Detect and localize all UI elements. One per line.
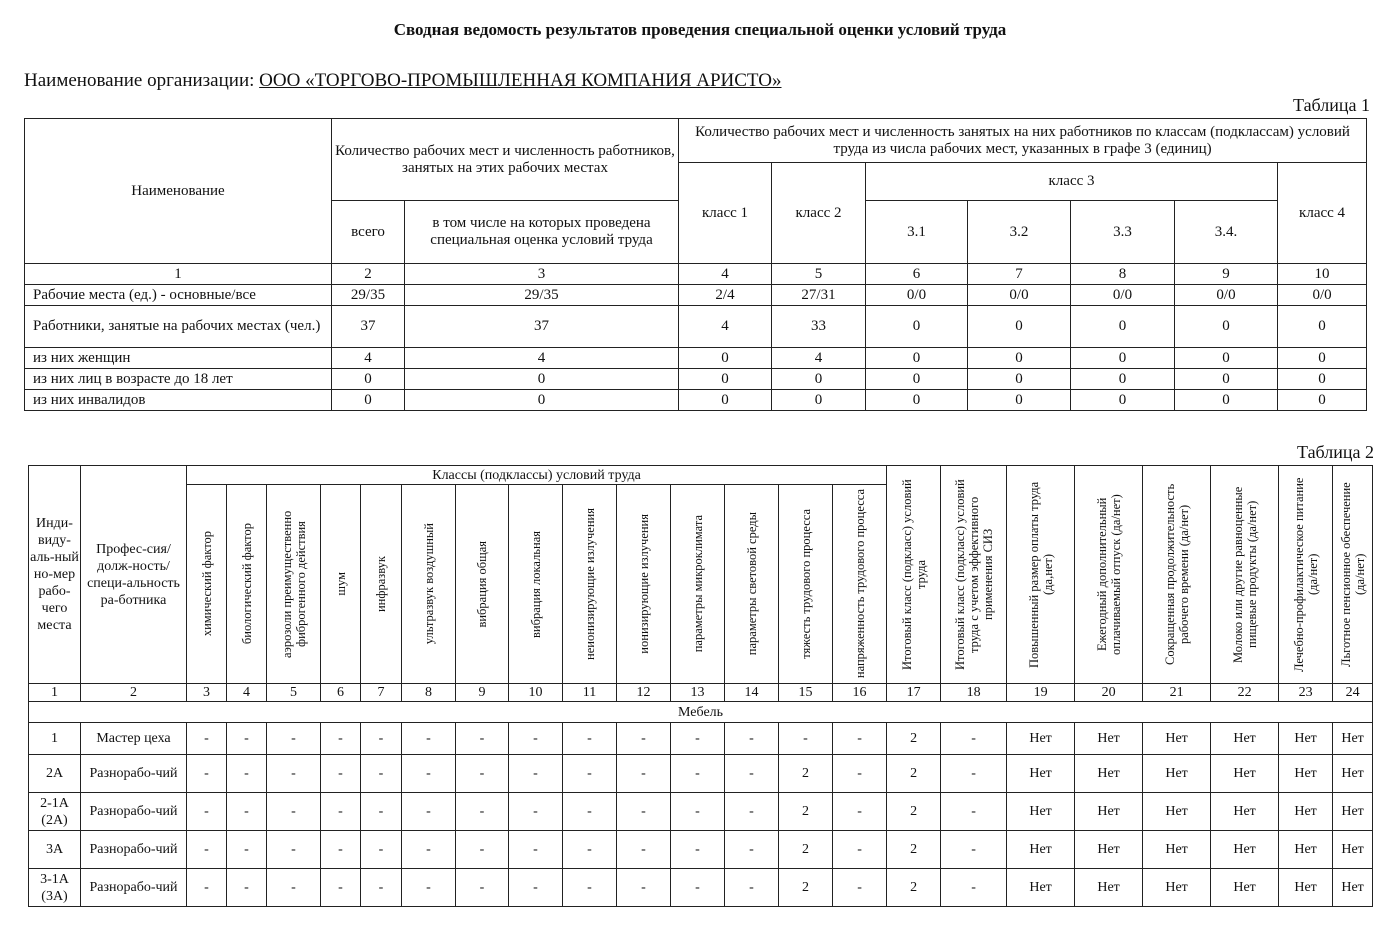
column-number: 22 [1211, 684, 1279, 702]
factor-text: параметры микроклимата [690, 515, 705, 653]
cell-value: - [361, 755, 402, 793]
workplaces-table [28, 465, 1373, 907]
table-row [25, 348, 1367, 369]
header-extra-18 [941, 466, 1007, 684]
cell-value: - [671, 869, 725, 907]
table-row [29, 723, 1373, 755]
document-title: Сводная ведомость результатов проведения специальной оценки условий труда [393, 20, 1007, 39]
cell-value: 2 [887, 831, 941, 869]
header-factor-13 [671, 485, 725, 684]
column-number: 23 [1279, 684, 1333, 702]
header-factor-12 [617, 485, 671, 684]
cell-value: - [402, 755, 456, 793]
cell-value: 2 [779, 755, 833, 793]
profession: Мастер цеха [81, 723, 187, 755]
cell-value: 2 [779, 869, 833, 907]
cell-value: Нет [1211, 755, 1279, 793]
cell-value: - [456, 831, 509, 869]
cell-value: 4 [772, 348, 866, 369]
cell-value: - [402, 831, 456, 869]
cell-value: Нет [1143, 869, 1211, 907]
cell-value: - [361, 723, 402, 755]
cell-value: - [321, 723, 361, 755]
cell-value: 0 [405, 369, 679, 390]
table-row [29, 755, 1373, 793]
header-factor-7 [361, 485, 402, 684]
header-sub-3-2: 3.2 [968, 201, 1071, 264]
cell-value: 0 [1071, 306, 1175, 348]
header-profession: Профес-сия/долж-ность/специ-альность ра-ботника [81, 466, 187, 684]
cell-value: 0 [679, 369, 772, 390]
factor-text: неионизирующие излучения [582, 508, 597, 660]
table-row [29, 831, 1373, 869]
cell-value: Нет [1333, 831, 1373, 869]
cell-value: Нет [1007, 831, 1075, 869]
cell-value: - [941, 793, 1007, 831]
header-total: всего [332, 201, 405, 264]
cell-value: 37 [405, 306, 679, 348]
column-number: 2 [332, 264, 405, 285]
factor-text: инфразвук [374, 555, 388, 612]
cell-value: 0 [968, 348, 1071, 369]
cell-value: - [563, 723, 617, 755]
cell-value: Нет [1143, 793, 1211, 831]
cell-value: 0/0 [1071, 285, 1175, 306]
factor-text: параметры световой среды [744, 512, 759, 656]
table-row [25, 369, 1367, 390]
profession: Разнорабо-чий [81, 869, 187, 907]
cell-value: - [509, 793, 563, 831]
factor-text: ультразвук воздушный [421, 523, 436, 645]
cell-value: 27/31 [772, 285, 866, 306]
header-factor-3 [187, 485, 227, 684]
header-factor-10 [509, 485, 563, 684]
cell-value: - [227, 831, 267, 869]
header-extra-21 [1143, 466, 1211, 684]
cell-value: 4 [332, 348, 405, 369]
factor-text: тяжесть трудового процесса [798, 509, 813, 659]
cell-value: 0 [1278, 306, 1367, 348]
summary-table [24, 118, 1367, 411]
cell-value: - [617, 793, 671, 831]
header-extra-20 [1075, 466, 1143, 684]
factor-text: напряженность трудового процесса [852, 489, 867, 679]
cell-value: Нет [1279, 755, 1333, 793]
header-class1: класс 1 [679, 163, 772, 264]
cell-value: Нет [1007, 723, 1075, 755]
cell-value: Нет [1075, 869, 1143, 907]
cell-value: - [321, 755, 361, 793]
cell-value: - [833, 755, 887, 793]
column-number: 14 [725, 684, 779, 702]
header-sub-3-1: 3.1 [866, 201, 968, 264]
cell-value: Нет [1143, 831, 1211, 869]
cell-value: - [187, 831, 227, 869]
row-label: из них женщин [25, 348, 332, 369]
header-sub-3-4: 3.4. [1175, 201, 1278, 264]
header-extra-19 [1007, 466, 1075, 684]
cell-value: 0 [332, 390, 405, 411]
column-number: 20 [1075, 684, 1143, 702]
cell-value: 0 [866, 390, 968, 411]
cell-value: - [725, 793, 779, 831]
column-number: 13 [671, 684, 725, 702]
cell-value: 0/0 [866, 285, 968, 306]
factor-text: аэрозоли преимущественно фиброгенного действия [279, 510, 308, 658]
cell-value: - [456, 723, 509, 755]
column-number: 9 [1175, 264, 1278, 285]
cell-value: Нет [1075, 723, 1143, 755]
cell-value: - [227, 793, 267, 831]
cell-value: 0 [1278, 369, 1367, 390]
header-classes: Классы (подклассы) условий труда [187, 466, 887, 485]
cell-value: - [321, 869, 361, 907]
header-extra-24 [1333, 466, 1373, 684]
cell-value: - [187, 755, 227, 793]
header-factor-14 [725, 485, 779, 684]
header-extra-17 [887, 466, 941, 684]
cell-value: Нет [1279, 793, 1333, 831]
cell-value: Нет [1007, 793, 1075, 831]
column-number: 12 [617, 684, 671, 702]
header-extra-text: Ежегодный дополнительный оплачиваемый отпуск (да/нет) [1094, 494, 1123, 655]
table2-label: Таблица 2 [1297, 442, 1374, 462]
column-number: 21 [1143, 684, 1211, 702]
header-factor-5 [267, 485, 321, 684]
cell-value: - [509, 831, 563, 869]
cell-value: 0 [866, 306, 968, 348]
cell-value: Нет [1211, 869, 1279, 907]
cell-value: Нет [1075, 831, 1143, 869]
cell-value: 0 [1175, 306, 1278, 348]
cell-value: Нет [1143, 723, 1211, 755]
column-number: 7 [968, 264, 1071, 285]
cell-value: - [725, 869, 779, 907]
cell-value: - [321, 793, 361, 831]
column-number: 4 [679, 264, 772, 285]
cell-value: - [833, 831, 887, 869]
cell-value: - [725, 831, 779, 869]
cell-value: 0 [772, 369, 866, 390]
column-number: 5 [267, 684, 321, 702]
cell-value: 33 [772, 306, 866, 348]
header-factor-11 [563, 485, 617, 684]
header-factor-15 [779, 485, 833, 684]
cell-value: - [509, 755, 563, 793]
cell-value: 0 [1071, 369, 1175, 390]
cell-value: 0 [1071, 390, 1175, 411]
cell-value: 0 [1175, 390, 1278, 411]
column-number: 18 [941, 684, 1007, 702]
column-number: 19 [1007, 684, 1075, 702]
cell-value: Нет [1333, 793, 1373, 831]
factor-text: химический фактор [199, 531, 214, 637]
cell-value: - [227, 869, 267, 907]
factor-text: ионизирующие излучения [636, 514, 651, 654]
cell-value: - [456, 755, 509, 793]
column-number: 9 [456, 684, 509, 702]
cell-value: - [941, 723, 1007, 755]
table-row [25, 390, 1367, 411]
cell-value: - [563, 793, 617, 831]
cell-value: 37 [332, 306, 405, 348]
header-extra-22 [1211, 466, 1279, 684]
cell-value: 29/35 [332, 285, 405, 306]
cell-value: 0 [1071, 348, 1175, 369]
cell-value: - [267, 755, 321, 793]
cell-value: - [187, 723, 227, 755]
cell-value: - [402, 723, 456, 755]
cell-value: - [402, 869, 456, 907]
cell-value: - [671, 723, 725, 755]
cell-value: 2 [887, 793, 941, 831]
header-class3: класс 3 [866, 163, 1278, 201]
table-row [29, 869, 1373, 907]
cell-value: - [941, 869, 1007, 907]
header-extra-text: Итоговый класс (подкласс) условий труда [899, 479, 928, 670]
cell-value: - [617, 723, 671, 755]
cell-value: Нет [1333, 755, 1373, 793]
table-row [25, 306, 1367, 348]
cell-value: 0 [968, 306, 1071, 348]
header-extra-text: Лечебно-профилактическое питание (да/нет) [1291, 477, 1320, 672]
cell-value: 0 [866, 348, 968, 369]
cell-value: - [456, 793, 509, 831]
cell-value: 0/0 [968, 285, 1071, 306]
header-class4: класс 4 [1278, 163, 1367, 264]
cell-value: - [563, 755, 617, 793]
section-row [29, 702, 1373, 723]
column-number: 11 [563, 684, 617, 702]
cell-value: - [725, 723, 779, 755]
workplace-id: 3-1А (3А) [29, 869, 81, 907]
cell-value: - [833, 793, 887, 831]
header-factor-4 [227, 485, 267, 684]
workplace-id: 2-1А (2А) [29, 793, 81, 831]
cell-value: 0/0 [1278, 285, 1367, 306]
column-number: 3 [405, 264, 679, 285]
cell-value: 0 [405, 390, 679, 411]
column-numbers-row [29, 684, 1373, 702]
cell-value: - [617, 869, 671, 907]
cell-value: - [267, 793, 321, 831]
header-extra-text: Молоко или другие равноценные пищевые продукты (да/нет) [1230, 486, 1259, 663]
cell-value: - [361, 793, 402, 831]
cell-value: - [187, 869, 227, 907]
cell-value: 2/4 [679, 285, 772, 306]
cell-value: - [563, 831, 617, 869]
cell-value: - [671, 831, 725, 869]
header-extra-text: Льготное пенсионное обеспечение (да/нет) [1338, 482, 1367, 667]
cell-value: Нет [1211, 793, 1279, 831]
organization-line [24, 70, 782, 92]
column-number: 6 [321, 684, 361, 702]
cell-value: 2 [779, 831, 833, 869]
cell-value: Нет [1143, 755, 1211, 793]
header-extra-text: Сокращенная продолжительность рабочего времени (да/нет) [1162, 483, 1191, 666]
cell-value: 0 [968, 390, 1071, 411]
cell-value: - [321, 831, 361, 869]
column-number: 8 [402, 684, 456, 702]
factor-text: биологический фактор [239, 523, 254, 645]
cell-value: - [267, 831, 321, 869]
header-classes: Количество рабочих мест и численность занятых на них работников по классам (подклассам) условий труда из числа рабочих мест, указанных в графе 3 (единиц) [679, 119, 1367, 163]
cell-value: - [402, 793, 456, 831]
cell-value: 0 [866, 369, 968, 390]
cell-value: Нет [1279, 831, 1333, 869]
header-sub-3-3: 3.3 [1071, 201, 1175, 264]
org-name: ООО «ТОРГОВО-ПРОМЫШЛЕННАЯ КОМПАНИЯ АРИСТО» [259, 70, 782, 91]
cell-value: - [227, 723, 267, 755]
header-extra-text: Итоговый класс (подкласс) условий труда с учетом эффективного применения СИЗ [952, 479, 995, 670]
cell-value: 29/35 [405, 285, 679, 306]
cell-value: - [941, 755, 1007, 793]
column-number: 6 [866, 264, 968, 285]
row-label: из них лиц в возрасте до 18 лет [25, 369, 332, 390]
cell-value: Нет [1279, 723, 1333, 755]
column-number: 15 [779, 684, 833, 702]
cell-value: 4 [679, 306, 772, 348]
cell-value: Нет [1211, 723, 1279, 755]
factor-text: шум [333, 572, 348, 596]
column-number: 2 [81, 684, 187, 702]
cell-value: - [187, 793, 227, 831]
workplace-id: 1 [29, 723, 81, 755]
cell-value: 0 [772, 390, 866, 411]
cell-value: 0/0 [1175, 285, 1278, 306]
cell-value: - [267, 869, 321, 907]
cell-value: - [725, 755, 779, 793]
cell-value: 0 [968, 369, 1071, 390]
workplace-id: 3А [29, 831, 81, 869]
header-count: Количество рабочих мест и численность работников, занятых на этих рабочих местах [332, 119, 679, 201]
column-number: 10 [1278, 264, 1367, 285]
column-number: 1 [25, 264, 332, 285]
column-number: 10 [509, 684, 563, 702]
header-class2: класс 2 [772, 163, 866, 264]
header-id: Инди-виду-аль-ный но-мер рабо-чего места [29, 466, 81, 684]
header-extra-text: Повышенный размер оплаты труда (да,нет) [1026, 481, 1055, 668]
column-number: 4 [227, 684, 267, 702]
table1-label: Таблица 1 [1293, 95, 1370, 115]
cell-value: Нет [1007, 755, 1075, 793]
cell-value: Нет [1075, 755, 1143, 793]
cell-value: Нет [1075, 793, 1143, 831]
cell-value: - [509, 723, 563, 755]
cell-value: 0 [1278, 348, 1367, 369]
cell-value: 0 [679, 348, 772, 369]
column-number: 1 [29, 684, 81, 702]
cell-value: Нет [1333, 723, 1373, 755]
cell-value: 2 [779, 793, 833, 831]
cell-value: Нет [1211, 831, 1279, 869]
cell-value: - [617, 831, 671, 869]
column-number: 3 [187, 684, 227, 702]
cell-value: 0 [1175, 348, 1278, 369]
cell-value: - [833, 723, 887, 755]
cell-value: - [361, 869, 402, 907]
cell-value: - [456, 869, 509, 907]
cell-value: - [227, 755, 267, 793]
row-label: Работники, занятые на рабочих местах (чел.) [25, 306, 332, 348]
header-factor-16 [833, 485, 887, 684]
cell-value: - [267, 723, 321, 755]
profession: Разнорабо-чий [81, 793, 187, 831]
cell-value: - [509, 869, 563, 907]
column-number: 7 [361, 684, 402, 702]
cell-value: Нет [1279, 869, 1333, 907]
cell-value: 4 [405, 348, 679, 369]
cell-value: - [941, 831, 1007, 869]
column-number: 16 [833, 684, 887, 702]
cell-value: - [671, 755, 725, 793]
table-row [25, 285, 1367, 306]
column-numbers-row [25, 264, 1367, 285]
cell-value: 2 [887, 723, 941, 755]
cell-value: - [563, 869, 617, 907]
cell-value: 0 [679, 390, 772, 411]
cell-value: Нет [1333, 869, 1373, 907]
row-label: Рабочие места (ед.) - основные/все [25, 285, 332, 306]
section-label: Мебель [29, 702, 1373, 723]
cell-value: Нет [1007, 869, 1075, 907]
header-extra-23 [1279, 466, 1333, 684]
profession: Разнорабо-чий [81, 831, 187, 869]
cell-value: - [361, 831, 402, 869]
org-label: Наименование организации: [24, 70, 255, 91]
cell-value: - [617, 755, 671, 793]
header-name: Наименование [25, 119, 332, 264]
profession: Разнорабо-чий [81, 755, 187, 793]
cell-value: 2 [887, 755, 941, 793]
column-number: 24 [1333, 684, 1373, 702]
header-factor-6 [321, 485, 361, 684]
factor-text: вибрация общая [475, 540, 489, 628]
column-number: 5 [772, 264, 866, 285]
header-factor-8 [402, 485, 456, 684]
row-label: из них инвалидов [25, 390, 332, 411]
cell-value: 0 [1278, 390, 1367, 411]
column-number: 8 [1071, 264, 1175, 285]
header-assessed: в том числе на которых проведена специальная оценка условий труда [405, 201, 679, 264]
column-number: 17 [887, 684, 941, 702]
workplace-id: 2А [29, 755, 81, 793]
cell-value: 2 [887, 869, 941, 907]
factor-text: вибрация локальная [528, 530, 543, 638]
cell-value: - [671, 793, 725, 831]
cell-value: 0 [332, 369, 405, 390]
cell-value: - [779, 723, 833, 755]
table-row [29, 793, 1373, 831]
cell-value: - [833, 869, 887, 907]
cell-value: 0 [1175, 369, 1278, 390]
header-factor-9 [456, 485, 509, 684]
